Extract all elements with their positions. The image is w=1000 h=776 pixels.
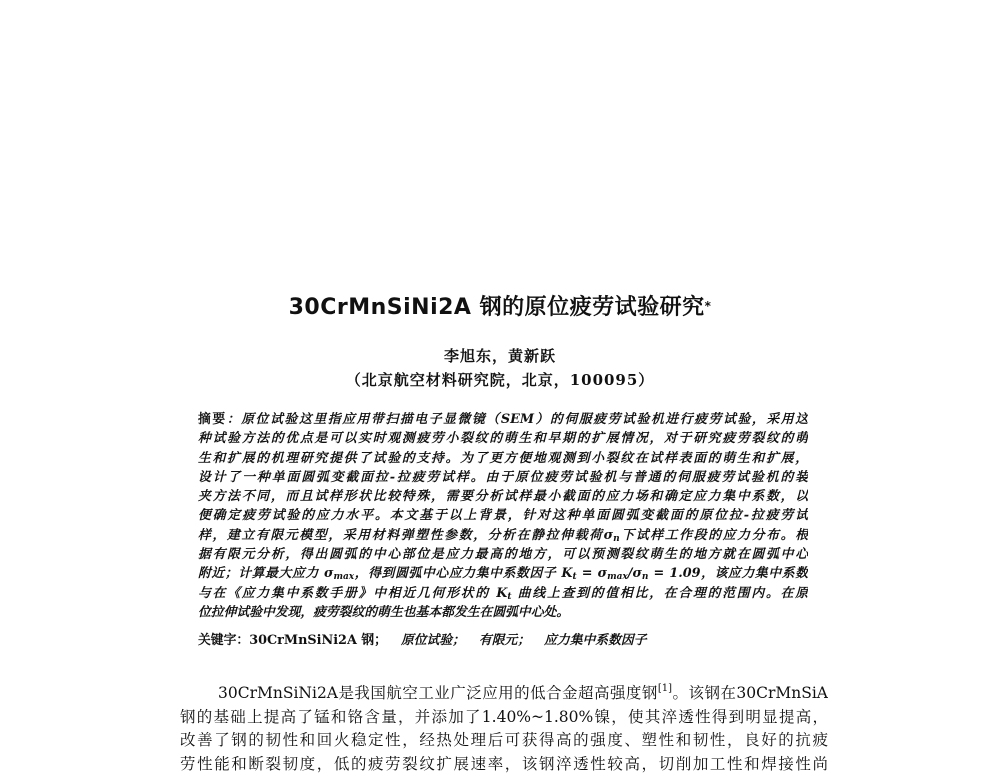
abstract-line: 据有限元分析，得出圆弧的中心部位是应力最高的地方，可以预测裂纹萌生的地方就在圆弧中心	[198, 545, 808, 564]
keyword: 应力集中系数因子	[544, 633, 646, 648]
keyword: 有限元；	[479, 633, 530, 648]
keywords-label: 关键字：	[198, 633, 249, 648]
affiliation: （北京航空材料研究院，北京，100095）	[0, 370, 1000, 390]
authors: 李旭东，黄新跃	[0, 346, 1000, 366]
sigma-n-subscript: n	[642, 572, 649, 582]
abstract	[198, 410, 808, 622]
abstract-line: 便确定疲劳试验的应力水平。本文基于以上背景，针对这种单面圆弧变截面的原位拉-拉疲劳试	[198, 506, 808, 525]
body-paragraph	[180, 682, 828, 776]
abstract-line: 与在《应力集中系数手册》中相近几何形状的 $K_t$ 曲线上查到的值相比，在合理的范围内。在原	[198, 584, 808, 603]
paper-title	[0, 293, 1000, 323]
kt-subscript: t	[507, 592, 511, 602]
abstract-line: 位拉伸试验中发现，疲劳裂纹的萌生也基本都发生在圆弧中心处。	[198, 603, 808, 622]
abstract-line: 样，建立有限元模型，采用材料弹塑性参数，分析在静拉伸载荷$\sigma_n$下试样工作段的应力分布。根	[198, 526, 808, 545]
abstract-line: 设计了一种单面圆弧变截面拉-拉疲劳试样。由于原位疲劳试验机与普通的伺服疲劳试验机的装	[198, 468, 808, 487]
sigma-n-subscript: n	[613, 534, 620, 544]
sigma-max-subscript: max	[333, 572, 354, 582]
abstract-line: 摘要：原位试验这里指应用带扫描电子显微镜（SEM）的伺服疲劳试验机进行疲劳试验，采用这	[198, 410, 808, 429]
abstract-line: 生和扩展的机理研究提供了试验的支持。为了更方便地观测到小裂纹在试样表面的萌生和扩展，	[198, 449, 808, 468]
abstract-line: 夹方法不同，而且试样形状比较特殊，需要分析试样最小截面的应力场和确定应力集中系数，以	[198, 487, 808, 506]
keywords	[198, 631, 808, 651]
paper-title-text: 30CrMnSiNi2A 钢的原位疲劳试验研究	[289, 295, 705, 320]
keyword: 30CrMnSiNi2A 钢；	[249, 633, 387, 648]
body-line: 劳性能和断裂韧度，低的疲劳裂纹扩展速率，该钢淬透性较高，切削加工性和焊接性尚	[180, 753, 828, 776]
body-line: 30CrMnSiNi2A是我国航空工业广泛应用的低合金超高强度钢[1]。该钢在30CrMnSiA	[180, 682, 828, 706]
abstract-line: 种试验方法的优点是可以实时观测疲劳小裂纹的萌生和早期的扩展情况，对于研究疲劳裂纹的萌	[198, 429, 808, 448]
title-footnote-mark: *	[705, 299, 712, 313]
abstract-line: 附近；计算最大应力 $\sigma_{max}$，得到圆弧中心应力集中系数因子 $K_t = \sigma_{max}/\sigma_n = 1.09$，该应力集中系数	[198, 564, 808, 583]
sigma-max-subscript: max	[607, 572, 628, 582]
body-line: 钢的基础上提高了锰和铬含量，并添加了1.40%~1.80%镍，使其淬透性得到明显提高，	[180, 706, 828, 730]
kt-subscript: t	[573, 572, 577, 582]
abstract-label: 摘要	[198, 412, 227, 427]
citation-ref[interactable]: [1]	[658, 683, 672, 694]
keyword: 原位试验；	[401, 633, 465, 648]
body-line: 改善了钢的韧性和回火稳定性，经热处理后可获得高的强度、塑性和韧性，良好的抗疲	[180, 729, 828, 753]
